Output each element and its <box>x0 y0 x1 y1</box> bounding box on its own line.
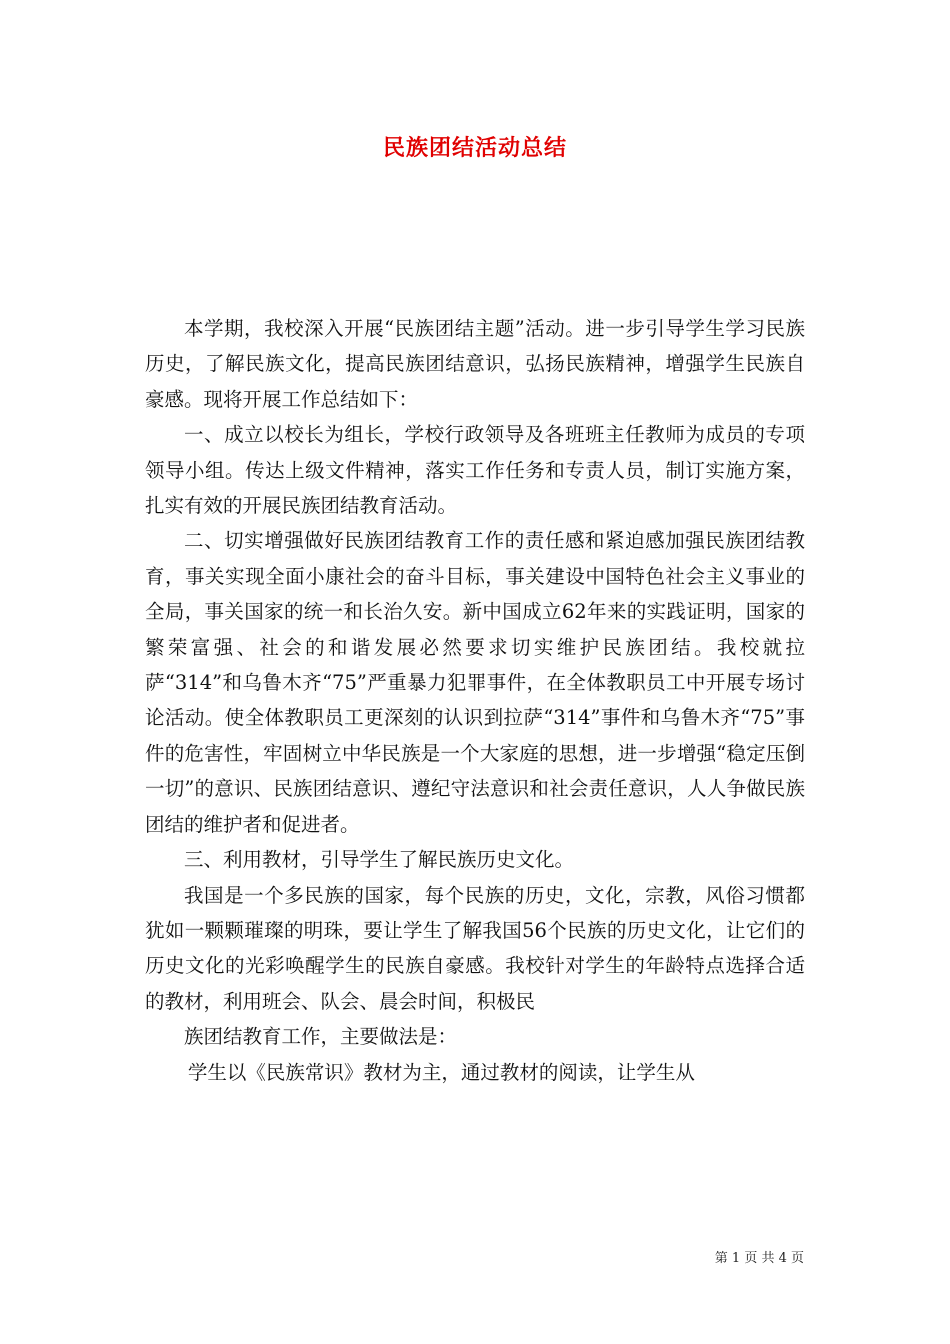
paragraph-methods-lead: 族团结教育工作，主要做法是： <box>184 1025 458 1049</box>
paragraph-section-1: 一、成立以校长为组长，学校行政领导及各班班主任教师为成员的专项领导小组。传达上级文件精神，落实工作任务和专责人员，制订实施方案，扎实有效的开展民族团结教育活动。 <box>145 423 805 518</box>
document-title: 民族团结活动总结 <box>382 135 567 161</box>
paragraph-section-3-body: 我国是一个多民族的国家，每个民族的历史，文化，宗教，风俗习惯都犹如一颗颗璀璨的明珠，要让学生了解我国56个民族的历史文化，让它们的历史文化的光彩唤醒学生的民族自豪感。我校针对学生的年龄特点选择合适的教材，利用班会、队会、晨会时间，积极民 <box>145 883 805 1013</box>
document-body <box>145 311 805 1090</box>
paragraph-intro: 本学期，我校深入开展“民族团结主题”活动。进一步引导学生学习民族历史，了解民族文化，提高民族团结意识，弘扬民族精神，增强学生民族自豪感。现将开展工作总结如下： <box>145 317 805 411</box>
paragraph-methods-1: 学生以《民族常识》教材为主，通过教材的阅读，让学生从 <box>187 1060 695 1084</box>
paragraph-section-3-heading: 三、利用教材，引导学生了解民族历史文化。 <box>184 848 575 872</box>
paragraph-section-2: 二、切实增强做好民族团结教育工作的责任感和紧迫感加强民族团结教育，事关实现全面小康社会的奋斗目标，事关建设中国特色社会主义事业的全局，事关国家的统一和长治久安。新中国成立62年来的实践证明，国家的繁荣富强、社会的和谐发展必然要求切实维护民族团结。我校就拉萨“314”和乌鲁木齐“75”严重暴力犯罪事件，在全体教职员工中开展专场讨论活动。使全体教职员工更深刻的认识到拉萨“314”事件和乌鲁木齐“75”事件的危害性，牢固树立中华民族是一个大家庭的思想，进一步增强“稳定压倒一切”的意识、民族团结意识、遵纪守法意识和社会责任意识，人人争做民族团结的维护者和促进者。 <box>145 529 805 836</box>
page-number: 第 1 页 共 4 页 <box>714 1251 804 1266</box>
